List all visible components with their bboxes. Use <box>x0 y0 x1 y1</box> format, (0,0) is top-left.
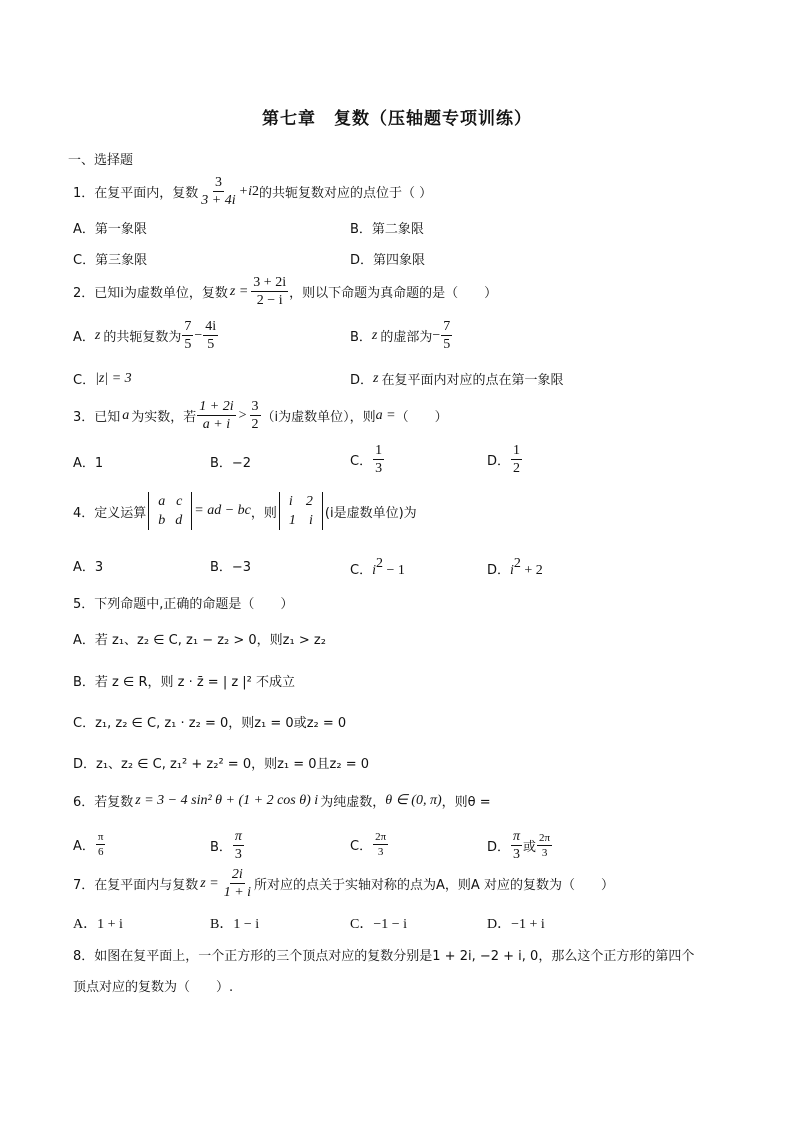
q3-fraction-2 <box>250 398 261 433</box>
q4-d-base: i <box>510 563 514 578</box>
q3-paren: （i为虚数单位），则 <box>261 410 376 425</box>
q3-a-eq: a = <box>375 407 396 423</box>
q6-b-frac <box>233 828 244 863</box>
q2-a-frac2 <box>203 318 218 353</box>
q4-det2-a: i <box>288 494 293 509</box>
q2-b-frac <box>441 318 452 353</box>
q4-option-b: B．−3 <box>210 560 252 575</box>
q3-numerator: 1 + 2i <box>199 399 234 414</box>
q6-d-frac2 <box>537 831 552 860</box>
q4-c-base: i <box>372 563 376 578</box>
q2-c-expr: |z| = 3 <box>95 370 132 386</box>
q2-option-b <box>350 318 453 353</box>
q5-option-a: A．若 z₁、z₂ ∈ C, z₁ − z₂ > 0，则z₁ > z₂ <box>73 633 326 648</box>
q7-denominator: 1 + i <box>223 885 252 900</box>
q2-b-minus: − <box>432 327 441 343</box>
q1-option-b: B．第二象限 <box>350 222 424 237</box>
q4-det1-d: d <box>175 513 183 528</box>
q6-c-den: 3 <box>377 846 384 858</box>
q3-d-den: 2 <box>513 461 521 476</box>
q2-a-text: 的共轭复数为 <box>103 330 182 345</box>
section-heading: 一、选择题 <box>68 153 134 168</box>
q2-b-prefix: B． <box>350 330 372 345</box>
question-4 <box>73 492 417 530</box>
q2-b-num: 7 <box>443 319 451 334</box>
q4-det1-c: c <box>176 494 183 509</box>
q7-fraction <box>222 866 253 901</box>
q2-a-num1: 7 <box>184 319 192 334</box>
q2-a-den2: 5 <box>207 337 215 352</box>
q7-lead: 7．在复平面内与复数 <box>73 878 199 893</box>
q2-b-text: 的虚部为 <box>380 330 433 345</box>
q6-b-prefix: B． <box>210 840 232 855</box>
q1-exponent: 2 <box>251 183 259 199</box>
q2-option-d <box>350 369 563 388</box>
question-6 <box>73 791 491 810</box>
q2-c-prefix: C． <box>73 373 96 388</box>
q6-c-frac <box>373 830 388 859</box>
q2-a-z: z <box>94 327 101 343</box>
q6-a-den: 6 <box>97 846 104 858</box>
q2-d-text: 在复平面内对应的点在第一象限 <box>381 373 564 388</box>
q4-d-prefix: D． <box>487 563 511 578</box>
q7-option-a: A．1 + i <box>73 917 123 932</box>
q5-option-d: D．z₁、z₂ ∈ C, z₁² + z₂² = 0，则z₁ = 0且z₂ = 0 <box>73 757 370 772</box>
question-2 <box>73 274 497 309</box>
q6-option-d <box>487 828 553 863</box>
question-8-line-1: 8．如图在复平面上，一个正方形的三个顶点对应的复数分别是1 + 2i, −2 + i, 0，那么这个正方形的第四个 <box>73 949 695 964</box>
q6-b-den: 3 <box>234 847 242 862</box>
q7-option-c: C．−1 − i <box>350 917 408 932</box>
q3-option-d <box>487 442 523 477</box>
q6-c-prefix: C． <box>350 839 373 854</box>
q2-a-num2: 4i <box>205 319 217 334</box>
q4-determinant-1 <box>148 492 192 530</box>
q3-denominator: a + i <box>202 417 231 432</box>
q6-mid: 为纯虚数， <box>320 795 386 810</box>
q2-d-prefix: D． <box>350 373 374 388</box>
q3-d-num: 1 <box>513 443 521 458</box>
q1-lead: 1．在复平面内，复数 <box>73 186 199 201</box>
q7-option-b: B．1 − i <box>210 917 260 932</box>
q1-option-d: D．第四象限 <box>350 253 426 268</box>
q4-then: ，则 <box>250 505 277 521</box>
q6-option-c <box>350 830 389 859</box>
q6-d-or: 或 <box>523 840 537 855</box>
q4-determinant-2 <box>279 492 323 530</box>
q2-option-c <box>73 369 132 388</box>
q1-option-c: C．第三象限 <box>73 253 148 268</box>
q2-fraction <box>251 274 288 309</box>
q3-tail: （ ） <box>395 410 448 425</box>
q4-c-exp: 2 <box>375 556 383 571</box>
q4-c-rest: − 1 <box>382 563 405 578</box>
q6-d-den2: 3 <box>541 847 548 859</box>
q2-z-equals: z = <box>229 283 249 299</box>
question-5: 5．下列命题中,正确的命题是（ ） <box>73 597 294 612</box>
q1-option-a: A．第一象限 <box>73 222 147 237</box>
q1-tail: 的共轭复数对应的点位于（ ） <box>258 186 433 201</box>
q4-c-prefix: C． <box>350 563 373 578</box>
q6-b-num: π <box>234 829 242 844</box>
q6-d-prefix: D． <box>487 840 511 855</box>
q6-c-num: 2π <box>375 831 387 843</box>
q1-fraction <box>199 174 237 209</box>
q6-a-frac <box>96 830 106 859</box>
q6-range: θ ∈ (0, π) <box>385 793 442 808</box>
q6-a-prefix: A． <box>73 839 95 854</box>
q7-z-equals: z = <box>200 875 219 891</box>
q3-d-prefix: D． <box>487 454 511 469</box>
q3-c-frac <box>373 442 384 477</box>
q3-c-num: 1 <box>375 443 383 458</box>
q7-option-d: D．−1 + i <box>487 917 545 932</box>
question-7 <box>73 866 614 901</box>
q2-b-den: 5 <box>443 337 451 352</box>
q4-d-rest: + 2 <box>520 563 543 578</box>
q1-term: +i <box>238 183 252 199</box>
q3-c-prefix: C． <box>350 454 373 469</box>
q4-tail: (i是虚数单位)为 <box>324 505 417 521</box>
q2-a-den1: 5 <box>184 337 192 352</box>
q4-equation: = ad − bc <box>194 503 251 518</box>
q3-num2: 3 <box>251 399 259 414</box>
q4-option-c <box>350 556 405 579</box>
q4-det2-c: 2 <box>305 494 313 509</box>
q3-d-frac <box>511 442 522 477</box>
q1-numerator: 3 <box>214 175 222 190</box>
question-3 <box>73 398 448 433</box>
q5-option-b: B．若 z ∈ R，则 z · z̄ = | z |² 不成立 <box>73 675 296 690</box>
q2-d-z: z <box>373 370 379 386</box>
q3-option-c <box>350 442 385 477</box>
q6-d-den1: 3 <box>513 847 521 862</box>
q5-option-c: C．z₁, z₂ ∈ C, z₁ · z₂ = 0，则z₁ = 0或z₂ = 0 <box>73 716 347 731</box>
q6-tail: ，则θ = <box>441 795 491 810</box>
q3-c-den: 3 <box>375 461 383 476</box>
q2-option-a <box>73 318 219 353</box>
q6-d-frac1 <box>511 828 522 863</box>
q2-denominator: 2 − i <box>256 293 283 308</box>
q2-tail: ，则以下命题为真命题的是（ ） <box>289 286 498 301</box>
q4-d-exp: 2 <box>513 556 521 571</box>
q2-a-prefix: A． <box>73 330 95 345</box>
q4-det1-b: b <box>158 513 166 528</box>
q6-a-num: π <box>97 831 104 843</box>
q3-gt: > <box>238 407 247 423</box>
question-8-line-2: 顶点对应的复数为（ ）. <box>73 980 234 995</box>
q1-denominator: 3 + 4i <box>201 193 236 208</box>
q6-lead: 6．若复数 <box>73 795 134 810</box>
q4-lead: 4．定义运算 <box>73 505 147 521</box>
q3-a: a <box>122 407 130 423</box>
q4-option-d <box>487 556 543 579</box>
q6-option-a <box>73 830 106 859</box>
q3-option-b: B．−2 <box>210 456 252 471</box>
q2-lead: 2．已知i为虚数单位，复数 <box>73 286 228 301</box>
q3-mid: 为实数，若 <box>131 410 197 425</box>
q2-a-minus: − <box>194 327 203 343</box>
q4-option-a: A．3 <box>73 560 104 575</box>
q7-numerator: 2i <box>231 867 243 882</box>
q4-det1-a: a <box>158 494 166 509</box>
q2-numerator: 3 + 2i <box>253 275 287 290</box>
q3-option-a: A．1 <box>73 456 104 471</box>
q3-den2: 2 <box>251 417 259 432</box>
q4-det2-d: i <box>309 513 313 528</box>
q6-expression: z = 3 − 4 sin² θ + (1 + 2 cos θ) i <box>135 792 319 808</box>
q6-d-num1: π <box>513 829 521 844</box>
question-1 <box>73 174 432 209</box>
q4-det2-b: 1 <box>288 513 296 528</box>
q7-tail: 所对应的点关于实轴对称的点为A，则A 对应的复数为（ ） <box>254 878 614 893</box>
q2-a-frac1 <box>182 318 193 353</box>
q3-lead: 3．已知 <box>73 410 121 425</box>
q2-b-z: z <box>371 327 378 343</box>
q6-d-num2: 2π <box>539 832 551 844</box>
page-title: 第七章 复数（压轴题专项训练） <box>262 109 532 129</box>
q6-option-b <box>210 828 245 863</box>
q3-fraction <box>197 398 235 433</box>
